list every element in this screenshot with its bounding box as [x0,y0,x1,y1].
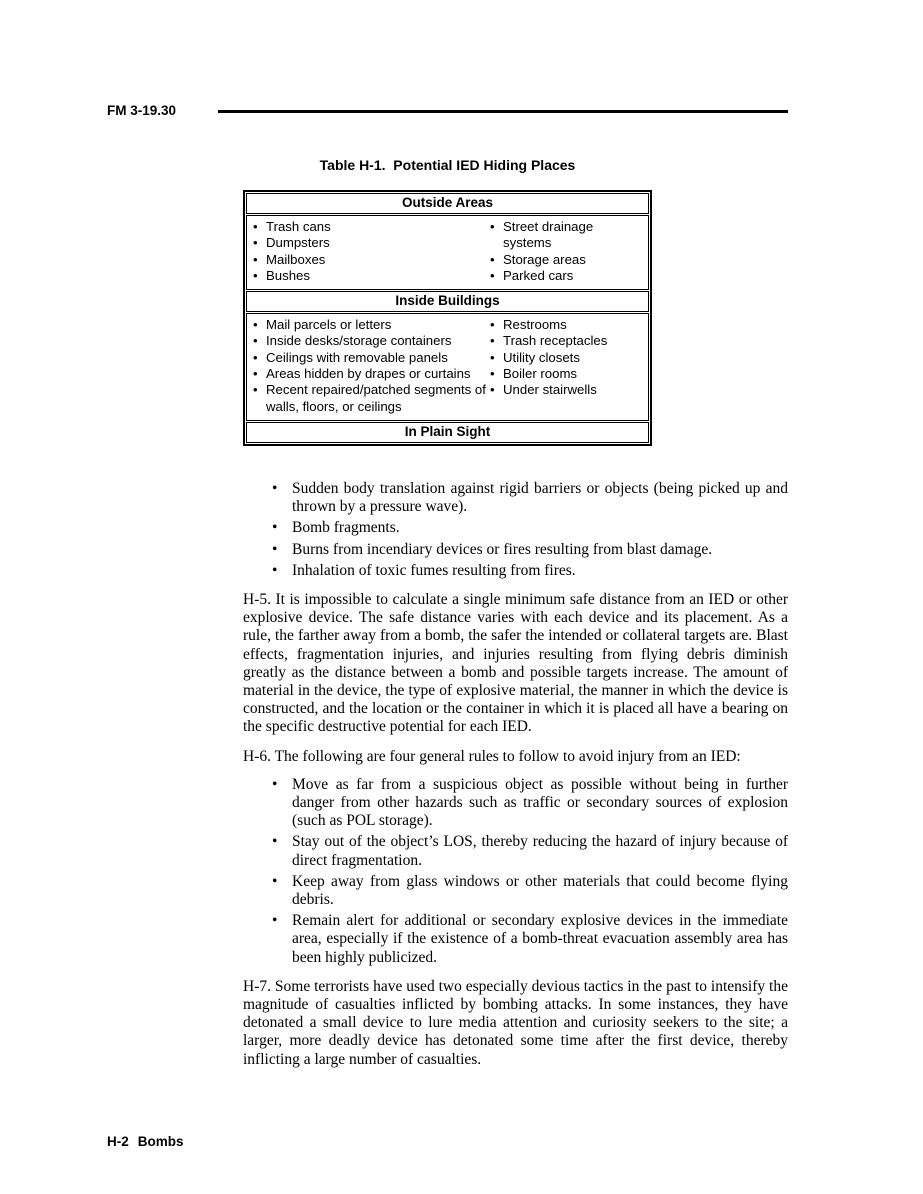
bullet-icon: • [490,349,495,365]
table-cell: Mailboxes [266,251,326,267]
table-cell: Dumpsters [266,235,330,251]
list-item [243,912,788,967]
list-item [243,541,788,559]
bullet-icon: • [253,267,258,283]
bullet-icon: • [253,317,258,333]
table-row [490,366,638,382]
bullet-icon: • [253,251,258,267]
list-item [243,833,788,869]
table-row [490,317,638,333]
list-item-text: Stay out of the object’s LOS, thereby reducing the hazard of injury because of direct fragmentation. [292,833,788,869]
bullet-icon: • [490,382,495,398]
table-cell: Street drainage systems [503,219,594,251]
bullet-icon: • [272,519,278,537]
table-cell: Ceilings with removable panels [266,349,448,365]
table-cell: Parked cars [503,267,574,283]
table-row [490,350,638,366]
list-item-text: Move as far from a suspicious object as possible without being in further danger from other hazards such as traffic or secondary sources of explosion (such as POL storage). [292,775,788,830]
list-item-text: Burns from incendiary devices or fires resulting from blast damage. [292,540,713,558]
footer-page-number: H-2 [107,1134,129,1149]
bullet-icon: • [490,251,495,267]
table-row [253,317,490,333]
list-item [243,873,788,909]
bullet-icon: • [490,219,495,234]
ied-hiding-places-table [243,190,652,446]
table-section-header-in-plain-sight: In Plain Sight [246,422,649,443]
list-item [243,562,788,580]
bullet-icon: • [253,382,258,398]
list-item-text: Inhalation of toxic fumes resulting from fires. [292,561,576,579]
body-text [243,480,788,1069]
table-row [253,219,490,235]
table-cell: Under stairwells [503,382,597,398]
table-row [490,382,638,398]
table-row [490,252,638,268]
bullet-icon: • [272,833,278,851]
paragraph-h6: H-6. The following are four general rules to follow to avoid injury from an IED: [243,747,741,765]
list-item-text: Sudden body translation against rigid barriers or objects (being picked up and thrown by a pressure wave). [292,479,788,516]
list-item-text: Keep away from glass windows or other materials that could become flying debris. [292,872,788,909]
table-title: Table H-1. Potential IED Hiding Places [319,157,576,173]
table-cell: Recent repaired/patched segments of walls, floors, or ceilings [266,382,486,414]
table-section-header-outside-areas: Outside Areas [246,193,649,214]
table-section-body-outside-areas [246,215,649,290]
effects-bullet-list [243,480,788,580]
footer-section-label: Bombs [137,1134,184,1149]
table-row [253,268,490,284]
bullet-icon: • [272,561,278,579]
table-cell: Trash cans [266,219,331,234]
page-header [107,103,788,118]
bullet-icon: • [490,333,495,349]
table-row [253,252,490,268]
bullet-icon: • [272,872,278,890]
table-cell: Storage areas [503,251,586,267]
table-row [490,268,638,284]
list-item-text: Bomb fragments. [292,519,400,537]
table-column-right [490,219,648,284]
table-row [490,219,638,252]
page-footer [107,1134,184,1149]
bullet-icon: • [253,366,258,382]
table-row [490,333,638,349]
bullet-icon: • [253,349,258,365]
table-column-left [253,317,490,415]
paragraph-h7: H-7. Some terrorists have used two especially devious tactics in the past to intensify the magnitude of casualties inflicted by bombing attacks. In some instances, they have detonated a small device to lure media attention and curiosity seekers to the site; a larger, more deadly device has detonated some time after the first device, thereby inflicting a large number of casualties. [243,977,788,1068]
rules-bullet-list [243,776,788,967]
bullet-icon: • [490,267,495,283]
table-cell: Bushes [266,267,310,283]
table-cell: Restrooms [503,317,567,333]
table-row [253,235,490,251]
list-item-text: Remain alert for additional or secondary explosive devices in the immediate area, especially if the existence of a bomb-threat evacuation assembly area has been highly publicized. [292,912,788,966]
header-rule [218,110,788,113]
bullet-icon: • [253,219,258,234]
bullet-icon: • [490,317,495,333]
bullet-icon: • [272,479,278,497]
bullet-icon: • [253,235,258,251]
table-cell: Areas hidden by drapes or curtains [266,366,471,382]
table-cell: Boiler rooms [503,366,578,382]
table-row [253,333,490,349]
document-id: FM 3-19.30 [107,103,177,118]
bullet-icon: • [272,540,278,558]
list-item [243,519,788,537]
bullet-icon: • [490,366,495,382]
table-section-header-inside-buildings: Inside Buildings [246,291,649,312]
bullet-icon: • [253,333,258,349]
table-row [253,366,490,382]
table-row [253,350,490,366]
paragraph-h5: H-5. It is impossible to calculate a single minimum safe distance from an IED or other explosive device. The safe distance varies with each device and its placement. As a rule, the farther away from a bomb, the safer the intended or collateral targets are. Blast effects, fragmentation injuries, and injuries resulting from flying debris diminish greatly as the distance between a bomb and possible targets increase. The amount of material in the device, the type of explosive material, the manner in which the device is constructed, and the location or the container in which it is placed all have a bearing on the specific destructive potential for each IED. [243,590,788,736]
table-cell: Inside desks/storage containers [266,333,452,349]
table-section-body-inside-buildings [246,313,649,421]
table-column-right [490,317,648,415]
table-cell: Trash receptacles [503,333,608,349]
table-cell: Utility closets [503,349,580,365]
table-column-left [253,219,490,284]
page-content [243,157,788,1069]
list-item [243,480,788,516]
bullet-icon: • [272,775,278,793]
list-item [243,776,788,831]
bullet-icon: • [272,912,278,930]
table-row [253,382,490,415]
table-cell: Mail parcels or letters [266,317,392,333]
